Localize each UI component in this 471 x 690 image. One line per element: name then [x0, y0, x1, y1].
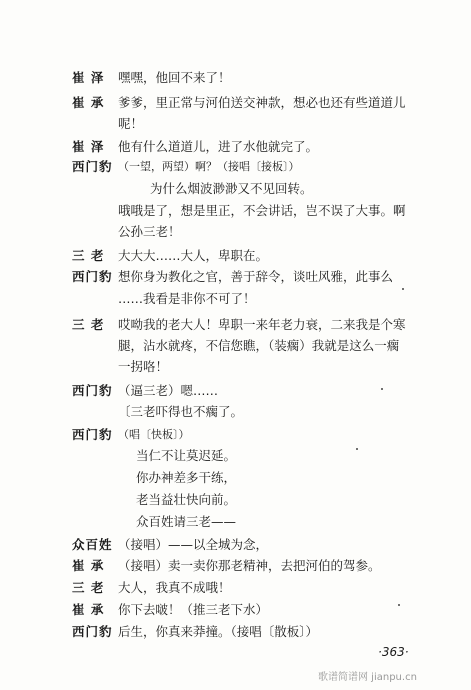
- speaker-name: 西门豹: [72, 427, 113, 442]
- speaker-name: 西门豹: [72, 624, 113, 639]
- dialogue-text: 你下去啵！（推三老下水）: [118, 602, 269, 617]
- sung-lyric: 你办神差多干练，: [136, 470, 237, 485]
- sung-lyric: 为什么烟波渺渺又不见回转。: [150, 181, 313, 196]
- print-speck: [398, 604, 400, 606]
- dialogue-text: 大人，我真不成哦！: [118, 580, 231, 595]
- speaker-name: 众百姓: [72, 537, 113, 552]
- dialogue-text: 想你身为教化之官，善于辞令，谈吐风雅，此事么: [118, 269, 394, 284]
- sung-lyric: 当仁不让莫迟延。: [136, 448, 237, 463]
- dialogue-text: 后生，你真来莽撞。（接唱〔散板〕）: [118, 624, 319, 639]
- dialogue-text: 爹爹，里正常与河伯送交神款，想必也还有些道道儿: [118, 95, 406, 110]
- print-speck: [402, 288, 404, 290]
- speaker-name: 崔 泽: [72, 70, 105, 85]
- sung-lyric: 老当益壮快向前。: [136, 492, 237, 507]
- speaker-name: 崔 承: [72, 602, 105, 617]
- dialogue-text: 嘿嘿，他回不来了！: [118, 70, 231, 85]
- speaker-name: 崔 承: [72, 558, 105, 573]
- speaker-name: 西门豹: [72, 383, 113, 398]
- dialogue-text: 大大大……大人，卑职在。: [118, 248, 269, 263]
- speaker-name: 崔 泽: [72, 139, 105, 154]
- dialogue-text: （唱〔快板〕）: [118, 428, 190, 441]
- dialogue-text: 他有什么道道儿，进了水他就完了。: [118, 139, 319, 154]
- print-speck: [356, 448, 358, 450]
- dialogue-text: 腿，沾水就疼，不信您瞧，（装瘸）我就是这么一瘸: [118, 338, 400, 353]
- sung-lyric: 众百姓请三老——: [136, 514, 237, 529]
- speaker-name: 崔 承: [72, 95, 105, 110]
- speaker-name: 三 老: [72, 580, 105, 595]
- dialogue-text: 呢！: [118, 116, 144, 131]
- dialogue-text: 公孙三老！: [118, 224, 181, 239]
- dialogue-text: 哎呦我的老大人！卑职一来年老力衰，二来我是个寒: [118, 317, 406, 332]
- stage-direction: 〔三老吓得也不瘸了。: [118, 404, 244, 419]
- print-speck: [381, 388, 383, 390]
- dialogue-text: （接唱）——以全城为念，: [118, 537, 269, 552]
- dialogue-text: 一拐咯！: [118, 359, 169, 374]
- speaker-name: 三 老: [72, 317, 105, 332]
- page-number: ·363·: [378, 645, 409, 659]
- speaker-name: 西门豹: [72, 269, 113, 284]
- site-watermark: 歌谱简谱网 jianpu.cn: [318, 672, 417, 683]
- speaker-name: 西门豹: [72, 159, 113, 174]
- dialogue-text: ……我看是非你不可了！: [118, 291, 256, 306]
- dialogue-text: （逼三老）嗯……: [118, 383, 219, 398]
- dialogue-text: （接唱）卖一卖你那老精神，去把河伯的驾参。: [118, 558, 381, 573]
- dialogue-text: 哦哦是了，想是里正，不会讲话，岂不误了大事。啊: [118, 203, 406, 218]
- speaker-name: 三 老: [72, 248, 105, 263]
- dialogue-text: （一望，两望）啊？（接唱〔接板〕）: [118, 160, 300, 173]
